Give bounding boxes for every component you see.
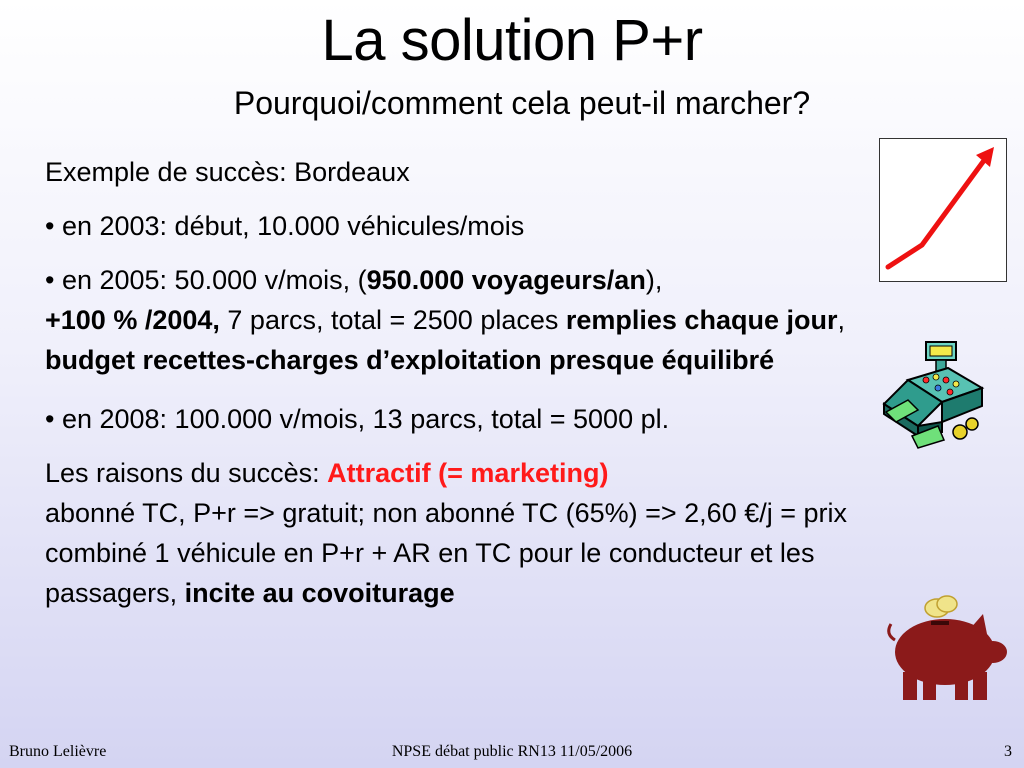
footer-event: NPSE débat public RN13 11/05/2006 xyxy=(391,743,633,760)
bullet-2005-text: 7 parcs, total = 2500 places xyxy=(219,305,566,335)
slide-title: La solution P+r xyxy=(321,8,703,73)
bullet-2005-text: • en 2005: 50.000 v/mois, ( xyxy=(45,265,367,295)
rising-arrow-chart-icon xyxy=(879,138,1007,282)
reasons-carpool: incite au covoiturage xyxy=(184,578,455,608)
reasons-intro: Les raisons du succès: xyxy=(45,458,328,488)
bullet-2005-budget: budget recettes-charges d’exploitation presque équilibré xyxy=(45,345,775,375)
bullet-2005-text: ), xyxy=(645,265,663,295)
bullet-2005 xyxy=(45,260,860,380)
reasons-text: abonné TC, P+r => gratuit; non abonné TC (65%) => 2,60 €/j = prix combiné 1 véhicule en P+r + AR en TC pour le conducteur et les passagers, xyxy=(45,498,848,608)
bullet-2008: • en 2008: 100.000 v/mois, 13 parcs, total = 5000 pl. xyxy=(45,404,670,434)
success-reasons xyxy=(45,453,860,613)
piggy-bank-icon xyxy=(887,588,1009,704)
page-number: 3 xyxy=(1004,743,1012,760)
reasons-attractive: Attractif (= marketing) xyxy=(327,458,609,488)
bullet-2003: • en 2003: début, 10.000 véhicules/mois xyxy=(45,211,525,241)
bullet-2005-text: , xyxy=(837,305,845,335)
slide-subtitle: Pourquoi/comment cela peut-il marcher? xyxy=(233,85,811,121)
intro-line: Exemple de succès: Bordeaux xyxy=(45,157,410,187)
bullet-2005-filled: remplies chaque jour xyxy=(565,305,838,335)
cash-register-icon xyxy=(878,340,988,452)
slide-body xyxy=(45,152,860,632)
footer-author: Bruno Lelièvre xyxy=(9,743,107,760)
bullet-2005-growth: +100 % /2004, xyxy=(45,305,220,335)
bullet-2005-travellers: 950.000 voyageurs/an xyxy=(366,265,646,295)
